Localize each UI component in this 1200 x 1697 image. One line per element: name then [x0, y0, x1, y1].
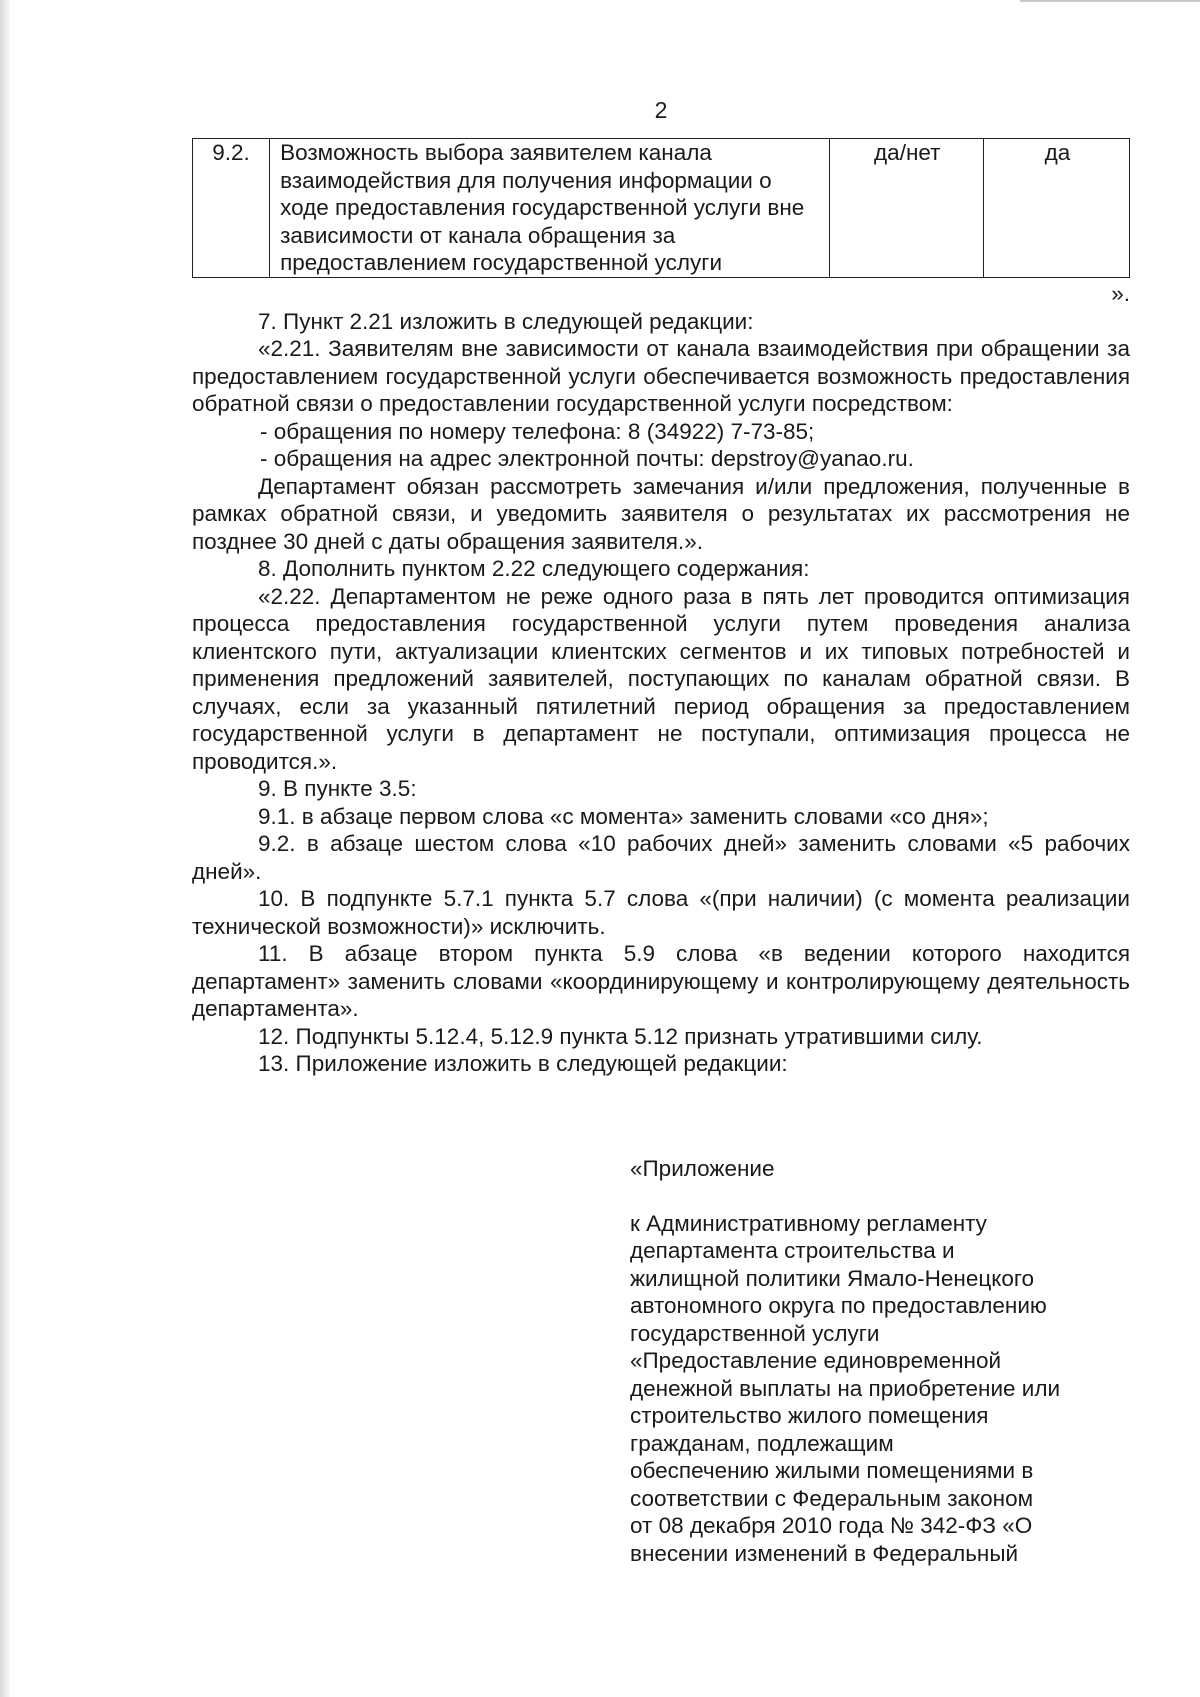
paragraph: - обращения по номеру телефона: 8 (34922) 7-73-85; [260, 418, 815, 444]
appendix-line: внесении изменений в Федеральный [630, 1540, 1019, 1566]
appendix-lines [630, 1210, 1100, 1568]
row-value: да [983, 139, 1129, 278]
paragraph: «2.22. Департаментом не реже одного раза в пять лет проводится оптимизация процесса предоставления государственной услуги путем проведения анализа клиентского пути, актуализации клиентских сегментов и их типовых потребностей и применения предложений заявителей, поступающих по каналам обратной связи. В случаях, если за указанный пятилетний период обращения за предоставлением государственной услуги в департамент не поступали, оптимизация процесса не проводится.». [192, 583, 1130, 774]
row-description: Возможность выбора заявителем канала взаимодействия для получения информации о ходе предоставления государственной услуги вне зависимости от канала обращения за предоставлением государственной услуги [270, 139, 830, 278]
paragraph: 10. В подпункте 5.7.1 пункта 5.7 слова «(при наличии) (с момента реализации технической возможности)» исключить. [192, 886, 1130, 939]
appendix-line: от 08 декабря 2010 года № 342-ФЗ «О [630, 1513, 1033, 1538]
paragraph: - обращения на адрес электронной почты: depstroy@yanao.ru. [260, 446, 914, 471]
appendix-line: соответствии с Федеральным законом [630, 1485, 1034, 1511]
paragraph: 9. В пункте 3.5: [258, 776, 417, 801]
paragraph: 7. Пункт 2.21 изложить в следующей редакции: [258, 308, 754, 334]
appendix-header [630, 1155, 1100, 1567]
scan-edge-left [0, 0, 10, 1697]
page-number: 2 [654, 97, 668, 123]
appendix-line: жилищной политики Ямало-Ненецкого [630, 1265, 1035, 1291]
appendix-line: денежной выплаты на приобретение или [630, 1375, 1061, 1401]
paragraph: 9.1. в абзаце первом слова «с момента» заменить словами «со дня»; [258, 803, 989, 829]
paragraph: 9.2. в абзаце шестом слова «10 рабочих дней» заменить словами «5 рабочих дней». [192, 831, 1130, 884]
scan-edge-top-right [1020, 0, 1200, 2]
paragraph: 13. Приложение изложить в следующей редакции: [258, 1051, 788, 1076]
table-closing-quote: ». [1111, 280, 1130, 306]
paragraph: 11. В абзаце втором пункта 5.9 слова «в ведении которого находится департамент» заменить словами «координирующему и контролирующему деятельность департамента». [192, 941, 1130, 1021]
table-row [193, 139, 1130, 278]
appendix-line: строительство жилого помещения [630, 1403, 989, 1428]
appendix-line: автономного округа по предоставлению [630, 1293, 1047, 1318]
paragraph: «2.21. Заявителям вне зависимости от канала взаимодействия при обращении за предоставлением государственной услуги обеспечивается возможность предоставления обратной связи о предоставлении государственной услуги посредством: [192, 336, 1130, 416]
row-number: 9.2. [193, 139, 270, 278]
paragraph: Департамент обязан рассмотреть замечания и/или предложения, полученные в рамках обратной связи, и уведомить заявителя о результатах их рассмотрения не позднее 30 дней с даты обращения заявителя.». [192, 473, 1130, 554]
amendment-text [192, 308, 1130, 1078]
appendix-line: «Предоставление единовременной [630, 1348, 1002, 1373]
appendix-heading: «Приложение [630, 1156, 775, 1181]
appendix-line: обеспечению жилыми помещениями в [630, 1458, 1034, 1483]
paragraph: 12. Подпункты 5.12.4, 5.12.9 пункта 5.12 признать утратившими силу. [258, 1023, 983, 1049]
criteria-table [192, 138, 1130, 278]
appendix-line: гражданам, подлежащим [630, 1430, 894, 1456]
paragraph: 8. Дополнить пунктом 2.22 следующего содержания: [258, 556, 810, 581]
row-unit: да/нет [829, 139, 983, 278]
appendix-line: государственной услуги [630, 1320, 880, 1346]
document-page [192, 96, 1130, 1078]
appendix-line: к Административному регламенту [630, 1210, 987, 1236]
appendix-line: департамента строительства и [630, 1238, 955, 1263]
